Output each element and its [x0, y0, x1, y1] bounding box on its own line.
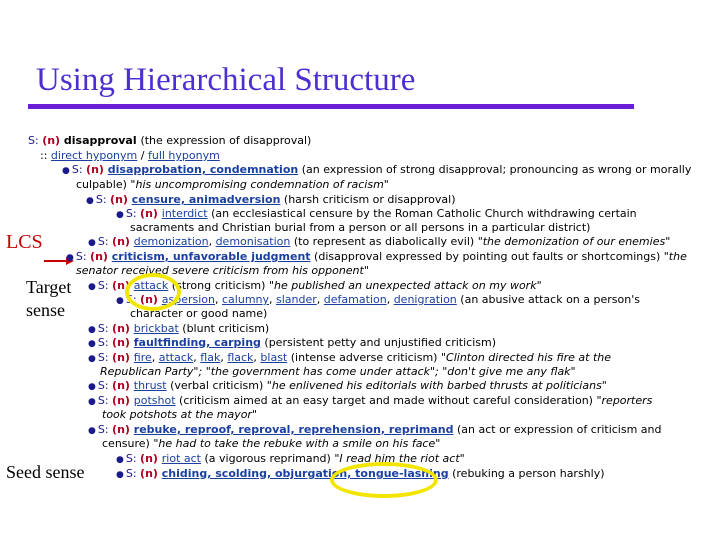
- line-text: (the expression of disapproval): [140, 134, 312, 147]
- line-text: ,: [193, 351, 201, 364]
- line-text: (verbal criticism): [166, 379, 267, 392]
- wordnet-line: [88, 322, 269, 337]
- line-text: (n): [112, 351, 134, 364]
- word-link[interactable]: direct hyponym: [50, 149, 138, 162]
- word-link[interactable]: interdict: [161, 207, 208, 220]
- word-link[interactable]: attack: [158, 351, 194, 364]
- line-text: "I read him the riot act": [334, 452, 465, 465]
- word-link[interactable]: defamation: [323, 293, 387, 306]
- word-link[interactable]: slander: [276, 293, 317, 306]
- line-text: character or good name): [130, 307, 268, 320]
- line-text: S:: [97, 279, 113, 292]
- lcs-label: LCS: [6, 231, 43, 253]
- line-text: "he had to take the rebuke with a smile on his face": [153, 437, 441, 450]
- word-link[interactable]: blast: [260, 351, 288, 364]
- line-text: (n): [140, 467, 162, 480]
- line-text: (n): [112, 279, 134, 292]
- word-link[interactable]: full hyponym: [147, 149, 220, 162]
- line-text: disapproval: [63, 134, 141, 147]
- bullet-icon: ●: [66, 253, 74, 263]
- word-link[interactable]: rebuke, reproof, reproval, reprehension, reprimand: [133, 423, 454, 436]
- line-text: "reporters: [596, 394, 653, 407]
- wordnet-line: [88, 423, 662, 438]
- wordnet-line: [28, 134, 311, 148]
- line-text: S:: [97, 235, 113, 248]
- line-text: S:: [97, 379, 113, 392]
- line-text: (strong criticism): [168, 279, 269, 292]
- line-text: S:: [95, 193, 111, 206]
- line-text: S:: [97, 336, 113, 349]
- bullet-icon: ●: [88, 354, 96, 364]
- word-link[interactable]: demonization: [133, 235, 209, 248]
- bullet-icon: ●: [116, 296, 124, 306]
- line-text: (n): [112, 235, 134, 248]
- word-link[interactable]: chiding, scolding, objurgation, tongue-lashing: [161, 467, 449, 480]
- line-text: sacraments and Christian burial from a person or all persons in a particular district): [130, 221, 591, 234]
- wordnet-line: [76, 264, 369, 278]
- word-link[interactable]: thrust: [133, 379, 167, 392]
- line-text: ,: [215, 293, 222, 306]
- line-text: "the: [663, 250, 687, 263]
- wordnet-line: [88, 235, 670, 250]
- word-link[interactable]: attack: [133, 279, 169, 292]
- line-text: (to represent as diabolically evil): [290, 235, 478, 248]
- line-text: S:: [28, 134, 43, 147]
- line-text: senator received severe criticism from his opponent": [76, 264, 369, 277]
- bullet-icon: ●: [88, 325, 96, 335]
- word-link[interactable]: censure, animadversion: [131, 193, 281, 206]
- line-text: censure): [102, 437, 154, 450]
- word-link[interactable]: flak: [200, 351, 221, 364]
- line-text: (n): [112, 322, 134, 335]
- line-text: S:: [75, 250, 91, 263]
- word-link[interactable]: disapprobation, condemnation: [107, 163, 299, 176]
- line-text: (blunt criticism): [178, 322, 270, 335]
- target-label-line1: Target: [26, 277, 72, 297]
- line-text: (n): [110, 193, 132, 206]
- line-text: ,: [220, 351, 228, 364]
- seed-sense-highlight: [330, 462, 438, 498]
- line-text: S:: [125, 452, 141, 465]
- line-text: (intense adverse criticism): [287, 351, 441, 364]
- line-text: ::: [40, 149, 51, 162]
- line-text: (an act or expression of criticism and: [453, 423, 662, 436]
- line-text: (n): [90, 250, 112, 263]
- wordnet-line: [66, 250, 687, 265]
- word-link[interactable]: fire: [133, 351, 152, 364]
- bullet-icon: ●: [86, 196, 94, 206]
- line-text: (n): [140, 293, 162, 306]
- line-text: (rebuking a person harshly): [448, 467, 605, 480]
- line-text: S:: [71, 163, 87, 176]
- word-link[interactable]: denigration: [393, 293, 457, 306]
- wordnet-line: [116, 293, 640, 308]
- line-text: ,: [316, 293, 324, 306]
- bullet-icon: ●: [116, 210, 124, 220]
- wordnet-line: [88, 336, 496, 351]
- line-text: (persistent petty and unjustified criticism): [260, 336, 497, 349]
- line-text: ,: [386, 293, 394, 306]
- bullet-icon: ●: [88, 339, 96, 349]
- word-link[interactable]: demonisation: [215, 235, 291, 248]
- line-text: Republican Party"; "the government has come under attack"; "don't give me any flak": [100, 365, 576, 378]
- wordnet-line: [102, 437, 440, 451]
- bullet-icon: ●: [88, 382, 96, 392]
- wordnet-line: [40, 149, 220, 163]
- line-text: ,: [151, 351, 159, 364]
- line-text: (n): [140, 207, 162, 220]
- line-text: (n): [112, 379, 134, 392]
- target-label-line2: sense: [26, 300, 65, 320]
- line-text: (an ecclesiastical censure by the Roman Catholic Church withdrawing certain: [207, 207, 637, 220]
- line-text: (n): [112, 336, 134, 349]
- line-text: "his uncompromising condemnation of racism": [130, 178, 389, 191]
- line-text: (n): [112, 394, 134, 407]
- word-link[interactable]: criticism, unfavorable judgment: [111, 250, 311, 263]
- line-text: S:: [97, 322, 113, 335]
- bullet-icon: ●: [88, 238, 96, 248]
- wordnet-line: [62, 163, 691, 178]
- line-text: "he enlivened his editorials with barbed thrusts at politicians": [266, 379, 607, 392]
- wordnet-line: [102, 408, 257, 422]
- word-link[interactable]: riot act: [161, 452, 201, 465]
- bullet-icon: ●: [116, 455, 124, 465]
- wordnet-line: [86, 193, 456, 208]
- title-underline: [28, 104, 634, 109]
- line-text: ,: [253, 351, 261, 364]
- line-text: (a vigorous reprimand): [201, 452, 335, 465]
- line-text: /: [137, 149, 148, 162]
- line-text: S:: [97, 351, 113, 364]
- line-text: culpable): [76, 178, 131, 191]
- line-text: "he published an unexpected attack on my work": [268, 279, 542, 292]
- wordnet-line: [130, 221, 590, 235]
- line-text: took potshots at the mayor": [102, 408, 258, 421]
- line-text: "the demonization of our enemies": [477, 235, 671, 248]
- bullet-icon: ●: [88, 282, 96, 292]
- wordnet-line: [88, 379, 607, 394]
- word-link[interactable]: flack: [227, 351, 254, 364]
- line-text: (criticism aimed at an easy target and made without careful consideration): [175, 394, 597, 407]
- line-text: (n): [42, 134, 64, 147]
- wordnet-line: [88, 394, 652, 409]
- line-text: (harsh criticism or disapproval): [280, 193, 456, 206]
- word-link[interactable]: brickbat: [133, 322, 179, 335]
- word-link[interactable]: calumny: [222, 293, 270, 306]
- bullet-icon: ●: [88, 397, 96, 407]
- line-text: S:: [125, 467, 141, 480]
- line-text: (n): [140, 452, 162, 465]
- line-text: "Clinton directed his fire at the: [440, 351, 611, 364]
- line-text: S:: [125, 207, 141, 220]
- line-text: ,: [208, 235, 216, 248]
- line-text: S:: [97, 394, 113, 407]
- line-text: (an abusive attack on a person's: [456, 293, 640, 306]
- word-link[interactable]: faultfinding, carping: [133, 336, 261, 349]
- wordnet-line: [88, 351, 611, 366]
- bullet-icon: ●: [88, 426, 96, 436]
- line-text: (an expression of strong disapproval; pronouncing as wrong or morally: [298, 163, 692, 176]
- seed-sense-label: Seed sense: [6, 462, 85, 482]
- wordnet-line: [76, 178, 389, 192]
- bullet-icon: ●: [62, 166, 70, 176]
- wordnet-line: [100, 365, 576, 379]
- line-text: ,: [269, 293, 277, 306]
- word-link[interactable]: aspersion: [161, 293, 215, 306]
- line-text: (disapproval expressed by pointing out faults or shortcomings): [310, 250, 664, 263]
- slide-title: Using Hierarchical Structure: [36, 62, 416, 98]
- line-text: S:: [125, 293, 141, 306]
- line-text: (n): [86, 163, 108, 176]
- word-link[interactable]: potshot: [133, 394, 176, 407]
- bullet-icon: ●: [116, 470, 124, 480]
- line-text: S:: [97, 423, 113, 436]
- wordnet-line: [116, 207, 637, 222]
- target-sense-highlight: [125, 273, 181, 311]
- line-text: (n): [112, 423, 134, 436]
